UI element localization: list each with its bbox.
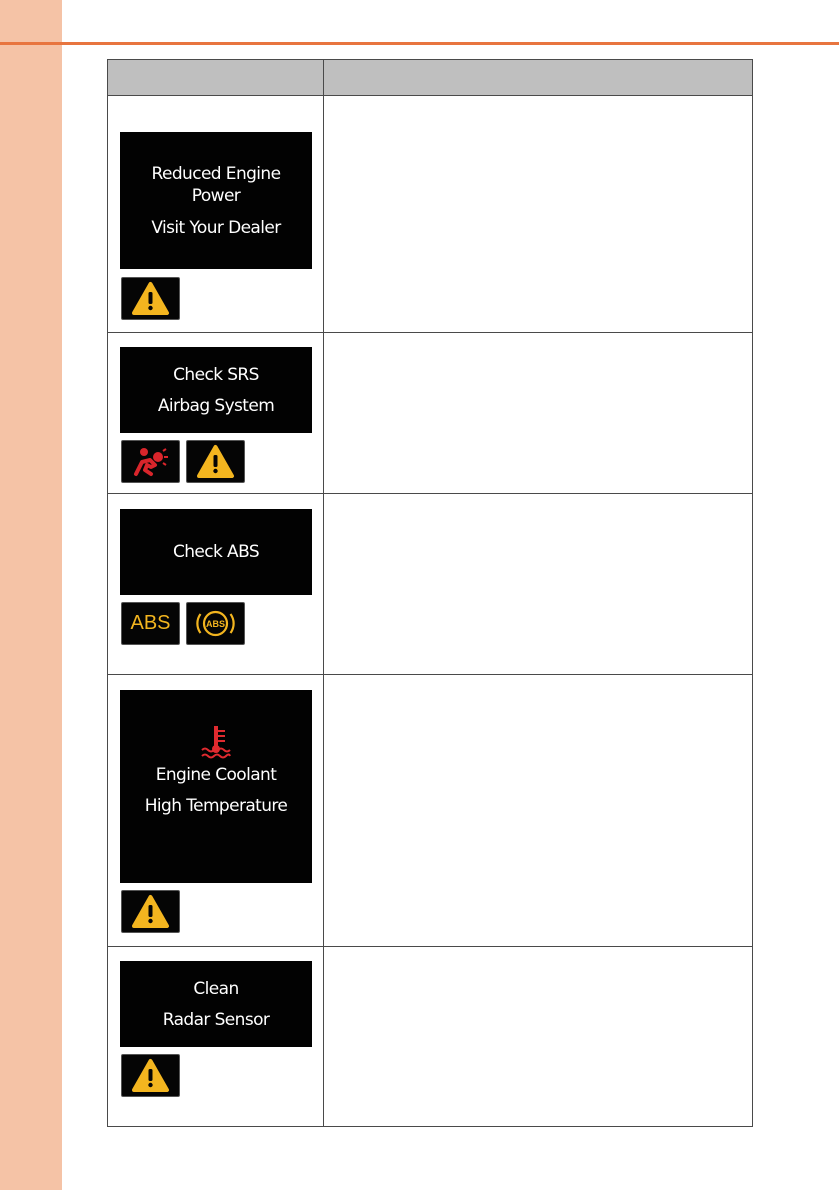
table-header-message: [108, 60, 323, 95]
warning-triangle-icon: [121, 277, 180, 320]
column-divider: [323, 60, 324, 1126]
warning-triangle-icon: [186, 440, 245, 483]
table-header: [108, 60, 752, 96]
screen-text: Visit Your Dealer: [151, 217, 281, 238]
display-screen-reduced-engine-power: [120, 132, 312, 269]
coolant-temperature-icon: [196, 724, 236, 764]
abs-circle-label: ABS: [205, 619, 226, 629]
abs-circle-icon: [186, 602, 245, 645]
screen-text: Engine Coolant: [155, 765, 277, 785]
display-screen-check-abs: [120, 509, 312, 595]
display-screen-check-srs: [120, 347, 312, 433]
display-screen-clean-radar-sensor: [120, 961, 312, 1047]
abs-label: ABS: [130, 612, 171, 634]
row-divider: [108, 493, 752, 494]
screen-text: Clean: [193, 978, 239, 999]
page-side-band: [0, 0, 62, 1190]
row-divider: [108, 332, 752, 333]
screen-text: Check ABS: [172, 542, 260, 562]
screen-text: Reduced Engine: [151, 163, 281, 184]
srs-airbag-icon: [121, 440, 180, 483]
screen-text: Radar Sensor: [162, 1009, 270, 1030]
display-screen-engine-coolant: [120, 690, 312, 883]
screen-text: Check SRS: [173, 364, 259, 385]
warning-triangle-icon: [121, 1054, 180, 1097]
screen-text: Airbag System: [157, 395, 275, 416]
row-divider: [108, 674, 752, 675]
header-rule: [0, 42, 839, 45]
screen-text: Power: [191, 185, 241, 206]
warning-triangle-icon: [121, 890, 180, 933]
table-header-details: [324, 60, 752, 95]
row-divider: [108, 946, 752, 947]
screen-text: High Temperature: [144, 796, 288, 816]
abs-text-icon: [121, 602, 180, 645]
